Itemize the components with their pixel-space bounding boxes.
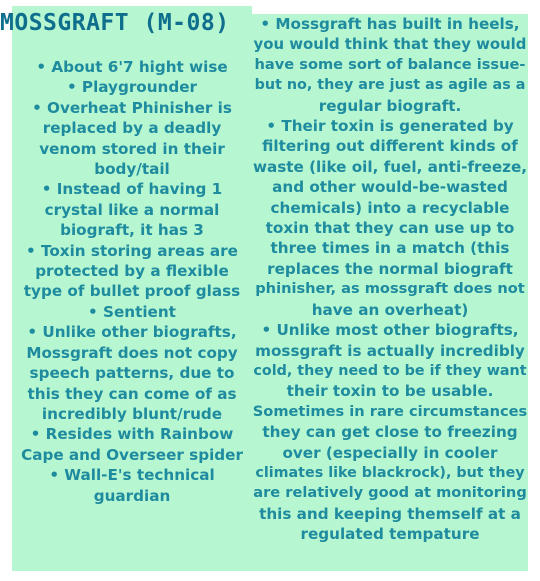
left-text-column: [12, 57, 252, 506]
text-line: • About 6'7 hight wise: [36, 58, 228, 76]
text-line: this they can come of as: [27, 384, 237, 403]
text-line: have some sort of balance issue-: [254, 55, 526, 73]
text-line: replaces the normal biograft: [267, 259, 513, 278]
text-line: chemicals) into a recyclable: [270, 198, 510, 217]
text-line: Mossgraft does not copy: [26, 343, 238, 362]
text-line: cold, they need to be if they want: [253, 362, 527, 379]
text-line: speech patterns, due to: [29, 364, 235, 383]
right-text-column: [252, 14, 528, 545]
text-line: • Their toxin is generated by: [266, 117, 514, 136]
text-line: incredibly blunt/rude: [41, 404, 223, 423]
text-line: • Overheat Phinisher is: [32, 98, 232, 117]
text-line: you would think that they would: [253, 35, 527, 54]
text-line: replaced by a deadly: [42, 119, 222, 138]
text-line: toxin that they can use up to: [265, 219, 515, 238]
text-line: protected by a flexible: [35, 262, 229, 281]
text-line: over (especially in cooler: [282, 443, 498, 462]
text-line: waste (like oil, fuel, anti-freeze,: [252, 157, 528, 176]
text-line: regular biograft.: [318, 96, 462, 115]
text-line: Cape and Overseer spider: [21, 445, 243, 464]
text-line: • Toxin storing areas are: [26, 241, 238, 260]
text-line: their toxin to be usable.: [286, 382, 494, 401]
text-line: • Wall-E's technical: [49, 466, 215, 485]
text-line: • Unlike most other biografts,: [261, 321, 519, 340]
text-line: • Sentient: [88, 302, 176, 321]
text-line: are relatively good at monitoring: [253, 484, 527, 502]
text-line: body/tail: [94, 160, 170, 179]
text-line: biograft, it has 3: [60, 221, 204, 240]
text-line: but no, they are just as agile as a: [254, 77, 526, 94]
text-line: crystal like a normal: [44, 200, 220, 219]
text-line: • Unlike other biografts,: [27, 323, 237, 342]
text-line: they can get close to freezing: [262, 423, 518, 442]
text-line: climates like blackrock), but they: [255, 464, 525, 481]
text-line: three times in a match (this: [270, 239, 510, 258]
text-line: venom stored in their: [39, 139, 225, 158]
text-line: • Playgrounder: [66, 78, 198, 97]
text-line: • Mossgraft has built in heels,: [260, 15, 520, 33]
text-line: • Instead of having 1: [41, 180, 223, 199]
text-line: have an overheat): [311, 300, 469, 319]
text-line: Sometimes in rare circumstances: [252, 402, 528, 420]
text-line: type of bullet proof glass: [23, 282, 241, 301]
text-line: and other would-be-wasted: [272, 178, 508, 197]
text-line: filtering out different kinds of: [262, 137, 518, 156]
text-line: phinisher, as mossgraft does not: [255, 280, 525, 298]
page-title: MOSSGRAFT (M-08): [0, 10, 230, 36]
text-line: regulated tempature: [300, 525, 480, 544]
text-line: mossgraft is actually incredibly: [255, 341, 525, 360]
text-line: guardian: [93, 486, 171, 505]
text-line: • Resides with Rainbow: [30, 425, 234, 444]
text-line: this and keeping themself at a: [259, 504, 521, 523]
